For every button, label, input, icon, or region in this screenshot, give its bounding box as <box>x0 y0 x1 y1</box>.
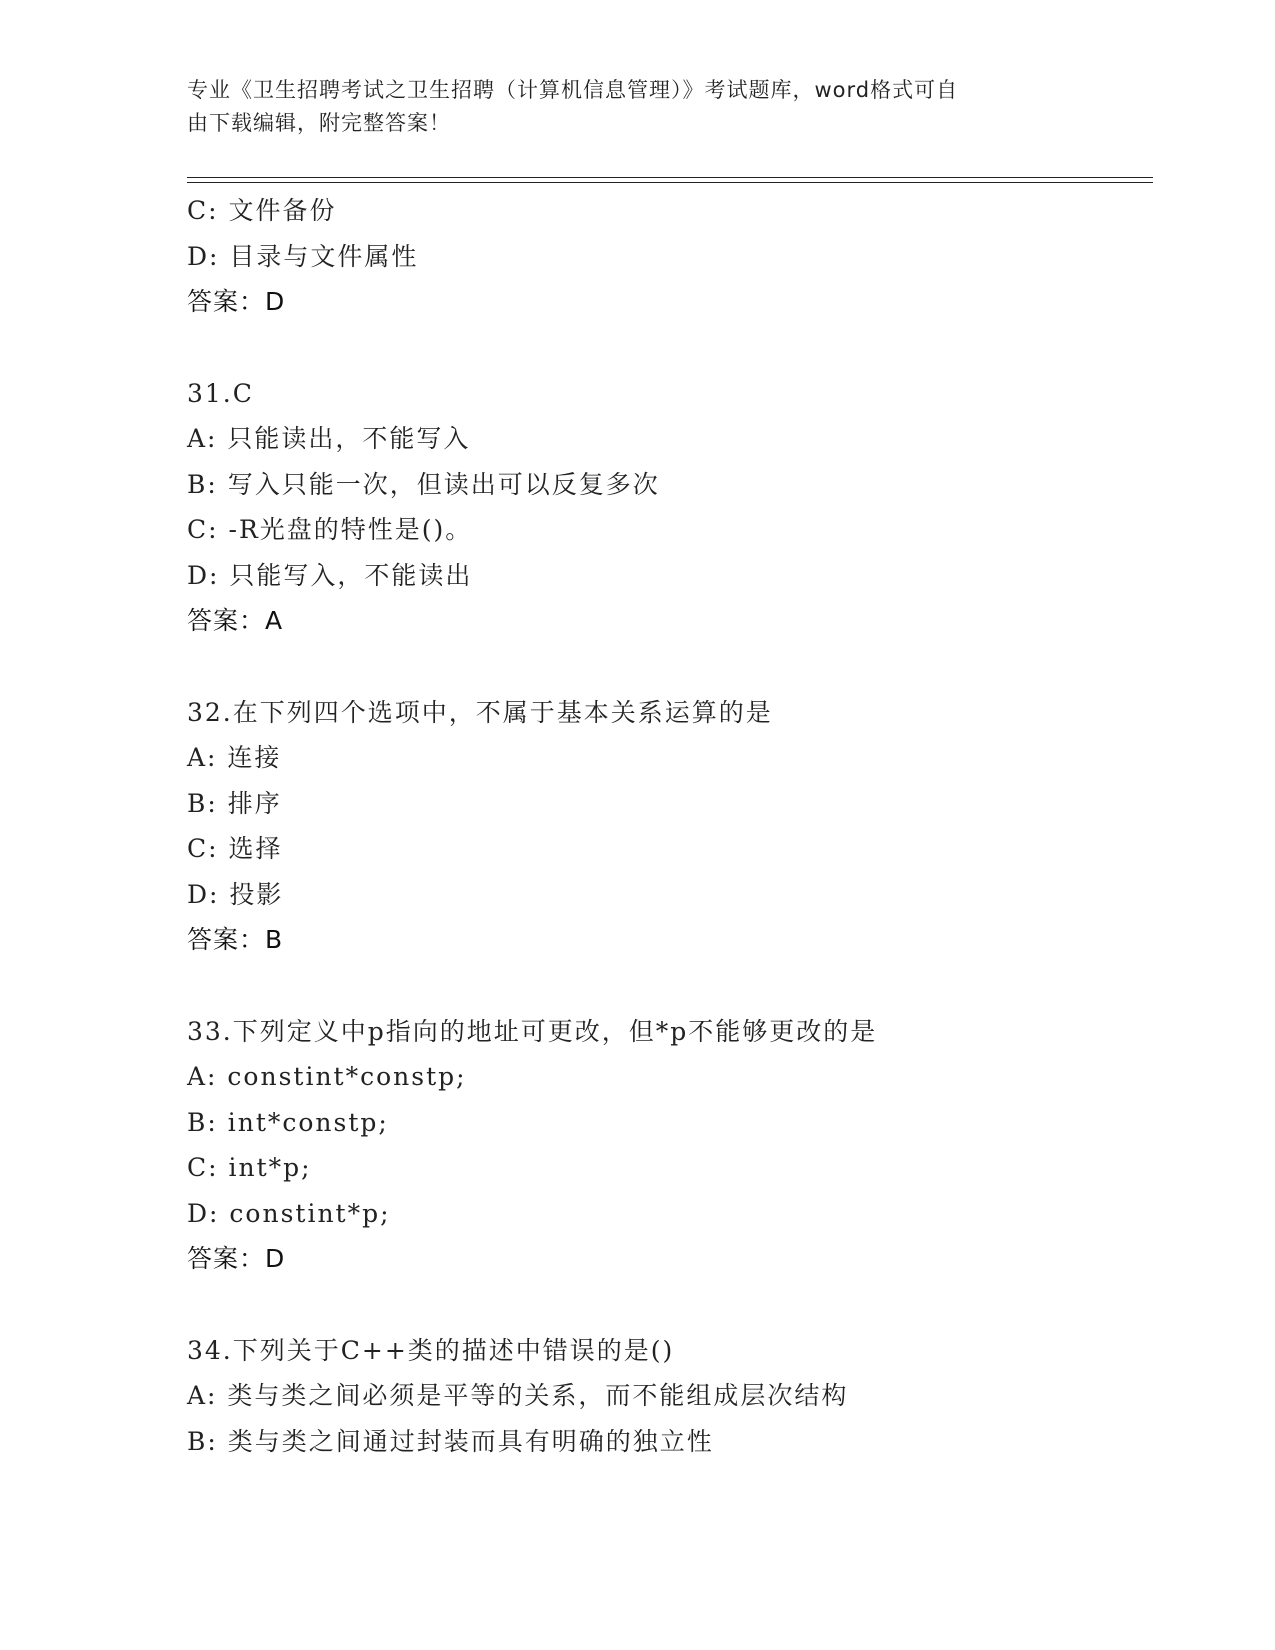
option-line: A: constint*constp; <box>187 1062 467 1091</box>
question-stem: 33.下列定义中p指向的地址可更改，但*p不能够更改的是 <box>187 1016 878 1046</box>
header-line-1: 专业《卫生招聘考试之卫生招聘（计算机信息管理）》考试题库，word格式可自 <box>187 78 959 102</box>
option-line: D: 只能写入，不能读出 <box>187 560 473 590</box>
block-spacer <box>187 1282 1147 1328</box>
block-spacer <box>187 325 1147 371</box>
option-line: C: -R光盘的特性是()。 <box>187 515 473 544</box>
option-line: D: 目录与文件属性 <box>187 241 419 271</box>
option-line: B: 类与类之间通过封装而具有明确的独立性 <box>187 1426 714 1456</box>
question-stem: 34.下列关于C++类的描述中错误的是() <box>187 1335 675 1365</box>
option-line: D: 投影 <box>187 879 284 909</box>
answer-line: 答案：A <box>187 606 284 635</box>
option-line: B: int*constp; <box>187 1107 389 1137</box>
header-divider-top <box>187 177 1153 178</box>
option-line: A: 类与类之间必须是平等的关系，而不能组成层次结构 <box>187 1381 849 1410</box>
block-spacer <box>187 963 1147 1009</box>
option-line: C: 文件备份 <box>187 196 337 225</box>
answer-line: 答案：D <box>187 1244 286 1273</box>
document-header <box>187 74 1067 140</box>
question-stem: 31.C <box>187 378 254 408</box>
question-stem: 32.在下列四个选项中，不属于基本关系运算的是 <box>187 697 773 727</box>
question-list <box>187 188 1147 1464</box>
answer-line: 答案：D <box>187 287 286 316</box>
option-line: B: 写入只能一次，但读出可以反复多次 <box>187 469 660 499</box>
option-line: A: 连接 <box>187 743 282 772</box>
option-line: B: 排序 <box>187 788 282 818</box>
option-line: C: 选择 <box>187 834 283 863</box>
block-spacer <box>187 644 1147 690</box>
option-line: A: 只能读出，不能写入 <box>187 424 471 453</box>
answer-line: 答案：B <box>187 925 284 954</box>
header-divider-bottom <box>187 182 1153 183</box>
option-line: D: constint*p; <box>187 1198 391 1228</box>
header-line-2: 由下载编辑，附完整答案！ <box>187 111 451 135</box>
option-line: C: int*p; <box>187 1153 312 1182</box>
